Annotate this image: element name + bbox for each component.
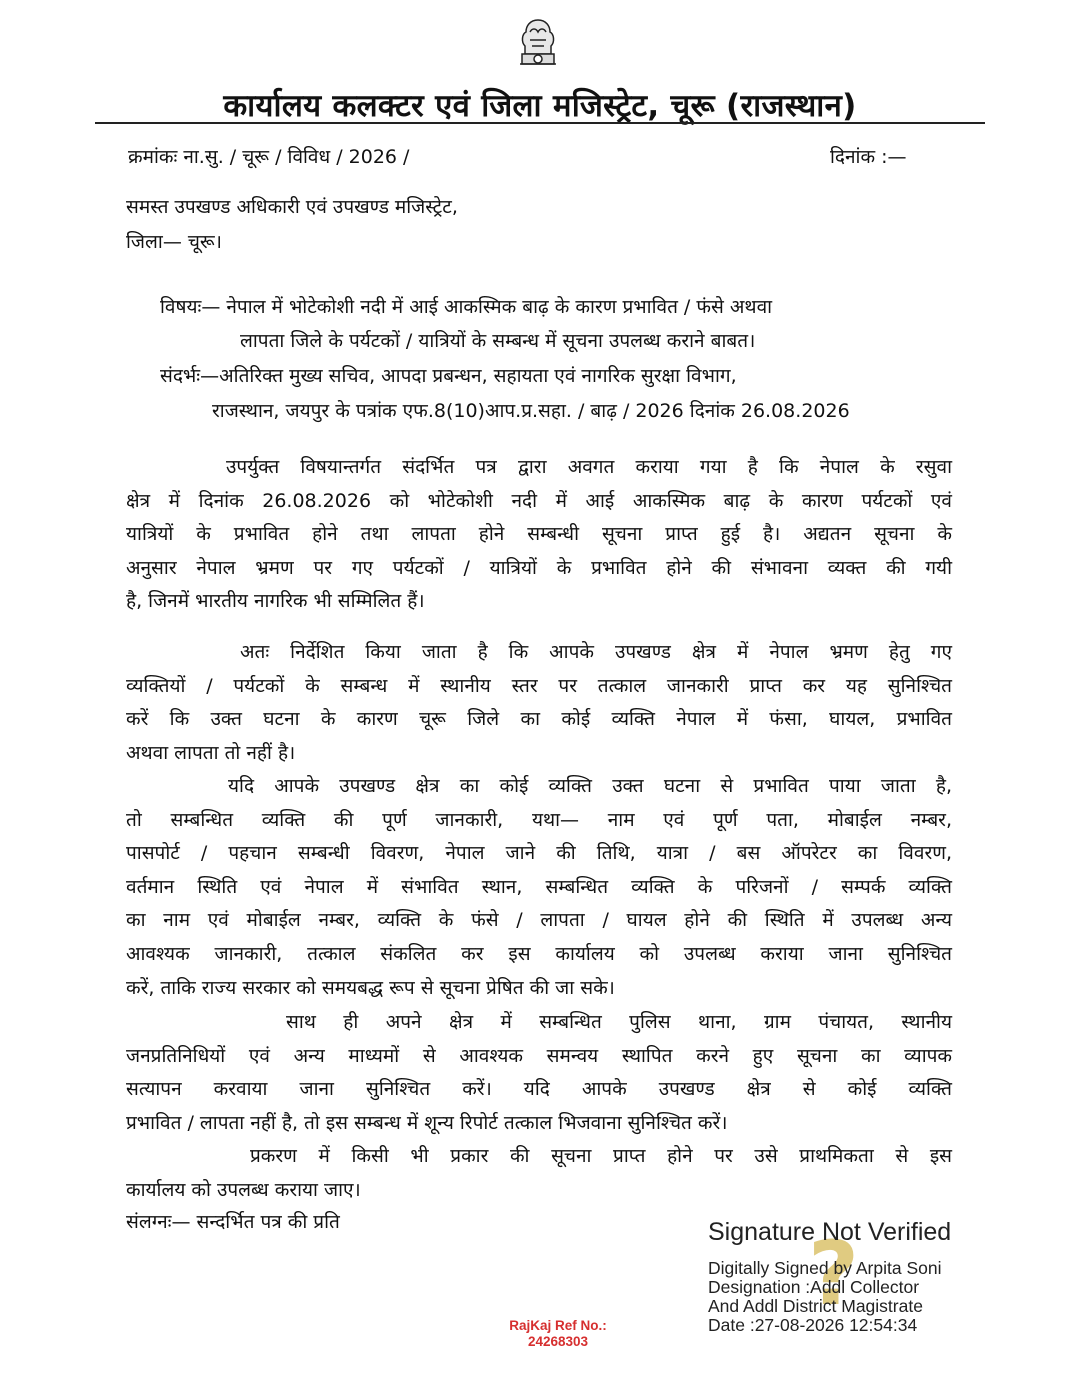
paragraph-line: कार्यालय को उपलब्ध कराया जाए। [126, 1178, 361, 1201]
paragraph-line: सत्यापन करवाया जाना सुनिश्चित करें। यदि आपके उपखण्ड क्षेत्र से कोई व्यक्ति [126, 1078, 952, 1101]
paragraph-line: करें कि उक्त घटना के कारण चूरू जिले का कोई व्यक्ति नेपाल में फंसा, घायल, प्रभावित [126, 708, 952, 731]
addressee-district: जिला— चूरू। [126, 231, 222, 253]
office-title: कार्यालय कलक्टर एवं जिला मजिस्ट्रेट, चूरू (राजस्थान) [223, 88, 857, 124]
paragraph-line: तो सम्बन्धित व्यक्ति की पूर्ण जानकारी, यथा— नाम एवं पूर्ण पता, मोबाईल नम्बर, [126, 808, 952, 831]
paragraph-line: साथ ही अपने क्षेत्र में सम्बन्धित पुलिस थाना, ग्राम पंचायत, स्थानीय [286, 1011, 952, 1033]
reference-number: क्रमांकः ना.सु. / चूरू / विविध / 2026 / [128, 146, 410, 168]
reference-letter-line-continued: राजस्थान, जयपुर के पत्रांक एफ.8(10)आप.प्र.सहा. / बाढ़ / 2026 दिनांक 26.08.2026 [212, 400, 850, 422]
paragraph-line: वर्तमान स्थिति एवं नेपाल में संभावित स्थान, सम्बन्धित व्यक्ति के परिजनों / सम्पर्क व्यक्ति [126, 875, 952, 898]
signed-by: Digitally Signed by Arpita Soni [708, 1258, 942, 1278]
body-paragraph-2 [126, 636, 952, 770]
subject-line: विषयः— नेपाल में भोटेकोशी नदी में आई आकस्मिक बाढ़ के कारण प्रभावित / फंसे अथवा [160, 296, 773, 318]
paragraph-line: व्यक्तियों / पर्यटकों के सम्बन्ध में स्थानीय स्तर पर तत्काल जानकारी प्राप्त कर यह सुनिश्चित [126, 674, 952, 697]
body-paragraph-3 [126, 770, 952, 1005]
paragraph-line: उपर्युक्त विषयान्तर्गत संदर्भित पत्र द्वारा अवगत कराया गया है कि नेपाल के रसुवा [226, 456, 952, 478]
paragraph-line: अनुसार नेपाल भ्रमण पर गए पर्यटकों / यात्रियों के प्रभावित होने की संभावना व्यक्त की गयी [126, 556, 952, 579]
signature-status: Signature Not Verified [708, 1218, 952, 1246]
header-rule [95, 122, 985, 124]
digital-signature-block [708, 1218, 1008, 1335]
paragraph-line: करें, ताकि राज्य सरकार को समयबद्ध रूप से सूचना प्रेषित की जा सके। [126, 976, 615, 999]
enclosure-note: संलग्नः— सन्दर्भित पत्र की प्रति [126, 1211, 340, 1233]
reference-letter-line: संदर्भः—अतिरिक्त मुख्य सचिव, आपदा प्रबन्धन, सहायता एवं नागरिक सुरक्षा विभाग, [160, 365, 737, 387]
paragraph-line: प्रभावित / लापता नहीं है, तो इस सम्बन्ध में शून्य रिपोर्ट तत्काल भिजवाना सुनिश्चित करें। [126, 1111, 728, 1134]
paragraph-line: अथवा लापता तो नहीं है। [126, 741, 296, 764]
signer-designation-continued: And Addl District Magistrate [708, 1296, 923, 1316]
subject-line-continued: लापता जिले के पर्यटकों / यात्रियों के सम्बन्ध में सूचना उपलब्ध कराने बाबत। [240, 330, 756, 352]
date-label: दिनांक :— [830, 146, 907, 168]
paragraph-line: क्षेत्र में दिनांक 26.08.2026 को भोटेकोशी नदी में आई आकस्मिक बाढ़ के कारण पर्यटकों एवं [126, 489, 952, 512]
paragraph-line: पासपोर्ट / पहचान सम्बन्धी विवरण, नेपाल जाने की तिथि, यात्रा / बस ऑपरेटर का विवरण, [126, 842, 952, 865]
paragraph-line: अतः निर्देशित किया जाता है कि आपके उपखण्ड क्षेत्र में नेपाल भ्रमण हेतु गए [240, 641, 952, 663]
body-paragraph-1 [126, 451, 952, 619]
signature-date: Date :27-08-2026 12:54:34 [708, 1315, 918, 1335]
paragraph-line: आवश्यक जानकारी, तत्काल संकलित कर इस कार्यालय को उपलब्ध कराया जाना सुनिश्चित [126, 942, 952, 965]
signer-designation: Designation :Addl Collector [708, 1277, 920, 1297]
paragraph-line: का नाम एवं मोबाईल नम्बर, व्यक्ति के फंसे / लापता / घायल होने की स्थिति में उपलब्ध अन्य [126, 909, 952, 932]
signature-status-mark-icon: ? [808, 1222, 860, 1325]
paragraph-line: यात्रियों के प्रभावित होने तथा लापता होने सम्बन्धी सूचना प्राप्त हुई है। अद्यतन सूचना के [126, 523, 952, 546]
national-emblem-icon [508, 14, 568, 86]
rajkaj-number: 24268303 [527, 1334, 589, 1349]
paragraph-line: है, जिनमें भारतीय नागरिक भी सम्मिलित हैं। [126, 590, 425, 613]
paragraph-line: यदि आपके उपखण्ड क्षेत्र का कोई व्यक्ति उक्त घटना से प्रभावित पाया जाता है, [228, 775, 952, 797]
addressee-line: समस्त उपखण्ड अधिकारी एवं उपखण्ड मजिस्ट्रेट, [126, 196, 458, 218]
paragraph-line: प्रकरण में किसी भी प्रकार की सूचना प्राप्त होने पर उसे प्राथमिकता से इस [250, 1145, 952, 1167]
rajkaj-label: RajKaj Ref No.: [509, 1318, 607, 1333]
paragraph-line: जनप्रतिनिधियों एवं अन्य माध्यमों से आवश्यक समन्वय स्थापित करने हुए सूचना का व्यापक [126, 1044, 952, 1067]
body-paragraph-5 [126, 1140, 952, 1207]
body-paragraph-4 [126, 1006, 952, 1140]
rajkaj-reference [478, 1318, 638, 1350]
